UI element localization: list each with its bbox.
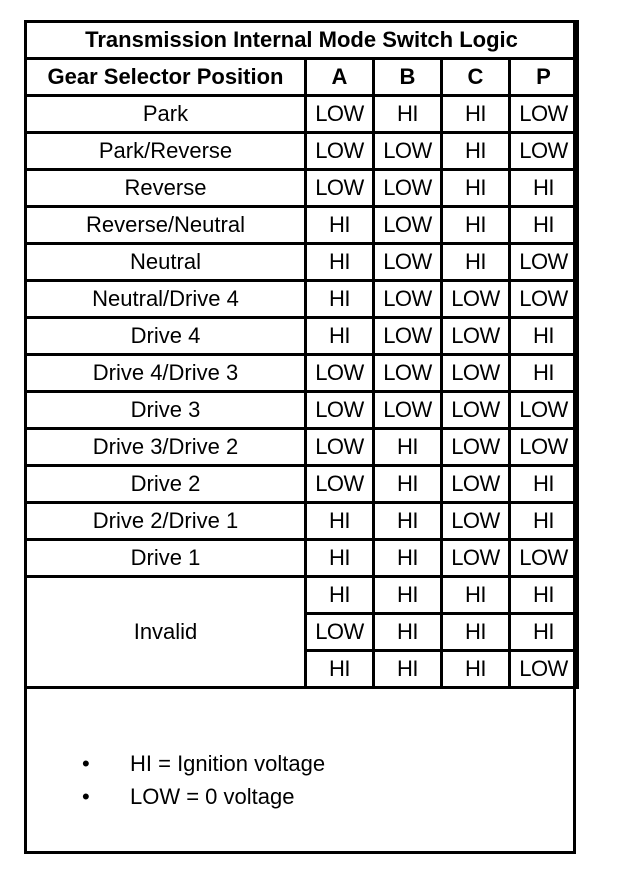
signal-a-cell: HI	[306, 244, 374, 281]
signal-b-cell: HI	[374, 651, 442, 688]
table-row	[26, 503, 578, 540]
gear-position-cell: Neutral	[26, 244, 306, 281]
signal-a-cell: LOW	[306, 429, 374, 466]
table-row	[26, 207, 578, 244]
signal-b-cell: LOW	[374, 281, 442, 318]
table-body	[26, 96, 578, 688]
signal-b-cell: HI	[374, 96, 442, 133]
table-row	[26, 355, 578, 392]
gear-position-cell-invalid: Invalid	[26, 577, 306, 688]
table-header-row	[26, 59, 578, 96]
signal-b-cell: LOW	[374, 207, 442, 244]
bullet-icon: •	[82, 751, 90, 776]
signal-a-cell: LOW	[306, 355, 374, 392]
signal-p-cell: LOW	[510, 540, 578, 577]
gear-position-cell: Drive 3	[26, 392, 306, 429]
signal-p-cell: HI	[510, 577, 578, 614]
table-row-invalid	[26, 577, 578, 614]
signal-c-cell: HI	[442, 133, 510, 170]
signal-b-cell: HI	[374, 577, 442, 614]
header-c: C	[442, 59, 510, 96]
signal-p-cell: HI	[510, 355, 578, 392]
signal-b-cell: LOW	[374, 170, 442, 207]
note-text: LOW = 0 voltage	[130, 784, 295, 809]
gear-position-cell: Drive 4/Drive 3	[26, 355, 306, 392]
table-row	[26, 466, 578, 503]
signal-b-cell: LOW	[374, 133, 442, 170]
gear-position-cell: Neutral/Drive 4	[26, 281, 306, 318]
signal-p-cell: HI	[510, 207, 578, 244]
signal-a-cell: HI	[306, 281, 374, 318]
signal-p-cell: HI	[510, 614, 578, 651]
table-title: Transmission Internal Mode Switch Logic	[26, 22, 578, 59]
mode-switch-logic-table	[24, 20, 579, 689]
table-row	[26, 281, 578, 318]
gear-position-cell: Drive 3/Drive 2	[26, 429, 306, 466]
table-row	[26, 318, 578, 355]
gear-position-cell: Drive 4	[26, 318, 306, 355]
table-row	[26, 133, 578, 170]
signal-a-cell: HI	[306, 503, 374, 540]
signal-a-cell: LOW	[306, 96, 374, 133]
signal-a-cell: LOW	[306, 614, 374, 651]
gear-position-cell: Drive 2/Drive 1	[26, 503, 306, 540]
signal-b-cell: HI	[374, 503, 442, 540]
signal-p-cell: LOW	[510, 281, 578, 318]
gear-position-cell: Drive 2	[26, 466, 306, 503]
table-row	[26, 96, 578, 133]
signal-a-cell: LOW	[306, 170, 374, 207]
signal-a-cell: HI	[306, 207, 374, 244]
signal-p-cell: LOW	[510, 429, 578, 466]
signal-p-cell: HI	[510, 503, 578, 540]
signal-c-cell: LOW	[442, 466, 510, 503]
signal-c-cell: LOW	[442, 318, 510, 355]
table-row	[26, 170, 578, 207]
signal-c-cell: HI	[442, 614, 510, 651]
table-row	[26, 244, 578, 281]
header-a: A	[306, 59, 374, 96]
signal-p-cell: HI	[510, 318, 578, 355]
signal-c-cell: HI	[442, 577, 510, 614]
gear-position-cell: Drive 1	[26, 540, 306, 577]
signal-p-cell: LOW	[510, 392, 578, 429]
signal-c-cell: HI	[442, 207, 510, 244]
table-row	[26, 392, 578, 429]
signal-a-cell: LOW	[306, 392, 374, 429]
signal-c-cell: LOW	[442, 355, 510, 392]
signal-b-cell: LOW	[374, 318, 442, 355]
signal-p-cell: LOW	[510, 244, 578, 281]
signal-a-cell: LOW	[306, 466, 374, 503]
notes-section	[24, 740, 576, 854]
signal-c-cell: LOW	[442, 540, 510, 577]
signal-p-cell: LOW	[510, 651, 578, 688]
signal-p-cell: LOW	[510, 96, 578, 133]
note-text: HI = Ignition voltage	[130, 751, 326, 776]
table-title-row	[26, 22, 578, 59]
header-p: P	[510, 59, 578, 96]
signal-b-cell: HI	[374, 466, 442, 503]
signal-b-cell: LOW	[374, 392, 442, 429]
signal-a-cell: HI	[306, 318, 374, 355]
header-b: B	[374, 59, 442, 96]
signal-a-cell: HI	[306, 577, 374, 614]
signal-b-cell: LOW	[374, 355, 442, 392]
signal-a-cell: LOW	[306, 133, 374, 170]
table-row	[26, 540, 578, 577]
signal-c-cell: HI	[442, 651, 510, 688]
signal-c-cell: LOW	[442, 392, 510, 429]
signal-a-cell: HI	[306, 540, 374, 577]
table-row	[26, 429, 578, 466]
signal-b-cell: HI	[374, 540, 442, 577]
signal-c-cell: HI	[442, 96, 510, 133]
signal-c-cell: HI	[442, 244, 510, 281]
signal-c-cell: LOW	[442, 281, 510, 318]
signal-b-cell: HI	[374, 429, 442, 466]
signal-b-cell: LOW	[374, 244, 442, 281]
gear-position-cell: Park	[26, 96, 306, 133]
signal-p-cell: LOW	[510, 133, 578, 170]
signal-a-cell: HI	[306, 651, 374, 688]
gear-position-cell: Reverse/Neutral	[26, 207, 306, 244]
header-gear-selector-position: Gear Selector Position	[26, 59, 306, 96]
gear-position-cell: Park/Reverse	[26, 133, 306, 170]
signal-c-cell: HI	[442, 170, 510, 207]
signal-p-cell: HI	[510, 170, 578, 207]
signal-p-cell: HI	[510, 466, 578, 503]
gear-position-cell: Reverse	[26, 170, 306, 207]
signal-c-cell: LOW	[442, 503, 510, 540]
signal-b-cell: HI	[374, 614, 442, 651]
bullet-icon: •	[82, 784, 90, 809]
signal-c-cell: LOW	[442, 429, 510, 466]
